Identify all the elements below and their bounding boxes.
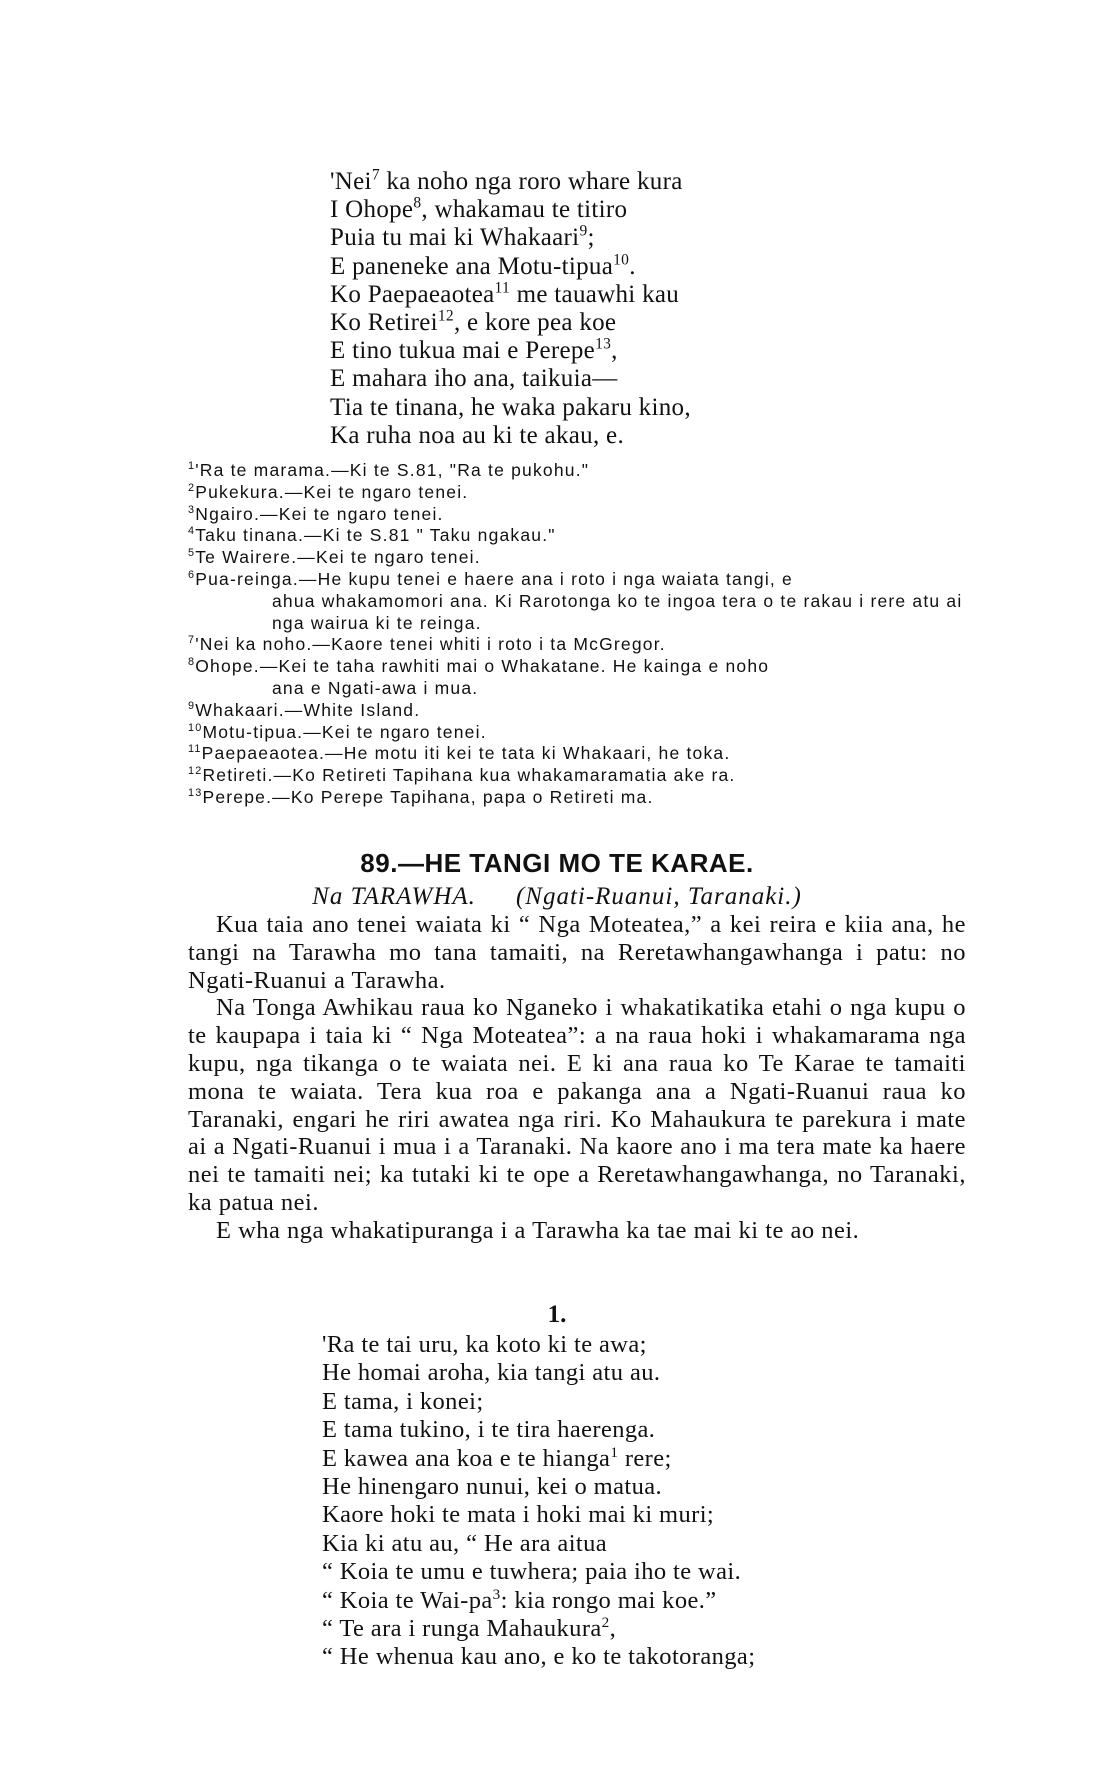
song-attribution — [0, 883, 1114, 911]
lyric-line: E tama tukino, i te tira haerenga. — [322, 1416, 656, 1444]
lyric-line: “ He whenua kau ano, e ko te takotoranga; — [322, 1643, 756, 1671]
verse-line: Puia tu mai ki Whakaari$^9$; — [330, 223, 595, 252]
lyric-line: E kawea ana koa e te hianga$^1$ rere; — [322, 1443, 672, 1472]
lyric-line: “ Te ara i runga Mahaukura$^2$, — [322, 1613, 617, 1643]
footnote: $^{10}$Motu-tipua.—Kei te ngaro tenei. — [188, 721, 487, 742]
footnotes — [188, 460, 968, 809]
verse-line: Ko Retirei$^{12}$, e kore pea koe — [330, 307, 617, 337]
verse-line: 'Nei$^7$ ka noho nga roro whare kura — [330, 166, 683, 195]
footnote: $^{11}$Paepaeaotea.—He motu iti kei te tata ki Whakaari, he toka. — [188, 743, 731, 764]
verse-line: E mahara iho ana, taikuia— — [330, 365, 618, 393]
footnote: $^9$Whakaari.—White Island. — [188, 699, 421, 720]
lyric-line: Kaore hoki te mata i hoki mai ki muri; — [322, 1501, 715, 1529]
footnote: $^6$Pua-reinga.—He kupu tenei e haere ana i roto i nga waiata tangi, e ahua whakamomori ana. Ki Rarotonga ko te ingoa tera o te rakau i rere atu ai nga wairua ki te reinga. — [188, 568, 963, 633]
footnote: $^4$Taku tinana.—Ki te S.81 " Taku ngakau." — [188, 525, 556, 546]
verse-block — [330, 168, 1030, 450]
footnote: $^{12}$Retireti.—Ko Retireti Tapihana kua whakamaramatia ake ra. — [188, 765, 736, 786]
verse-line: I Ohope$^8$, whakamau te titiro — [330, 194, 628, 224]
verse-line: Tia te tinana, he waka pakaru kino, — [330, 393, 691, 421]
song-heading: 89.—HE TANGI MO TE KARAE. — [360, 848, 754, 878]
footnote: $^1$'Ra te marama.—Ki te S.81, "Ra te pukohu." — [188, 460, 590, 480]
lyric-line: 'Ra te tai uru, ka koto ki te awa; — [322, 1331, 647, 1358]
lyric-line: He hinengaro nunui, kei o matua. — [322, 1473, 663, 1501]
paragraph: Kua taia ano tenei waiata ki “ Nga Moteatea,” a kei reira e kiia ana, he tangi na Tarawha mo tana tamaiti, na Reretawhangawhanga i patu: no Ngati-Ruanui a Tarawha. — [188, 911, 966, 994]
verse-line: E tino tukua mai e Perepe$^{13}$, — [330, 335, 618, 365]
lyric-line: “ Koia te umu e tuwhera; paia iho te wai. — [322, 1558, 742, 1586]
footnote: $^7$'Nei ka noho.—Kaore tenei whiti i roto i ta McGregor. — [188, 634, 666, 655]
author-name: Na TARAWHA. — [312, 883, 476, 910]
stanza-number: 1. — [547, 1301, 567, 1328]
footnote: $^5$Te Wairere.—Kei te ngaro tenei. — [188, 547, 481, 568]
lyric-line: E tama, i konei; — [322, 1387, 484, 1415]
introduction-text — [188, 911, 966, 1245]
lyric-line: Kia ki atu au, “ He ara aitua — [322, 1529, 608, 1557]
lyric-line: “ Koia te Wai-$pa^3$: kia rongo mai koe.” — [322, 1585, 717, 1614]
lyric-line: He homai aroha, kia tangi atu au. — [322, 1359, 661, 1387]
verse-line: E paneneke ana Motu-tipua$^{10}$. — [330, 251, 636, 280]
verse-line: Ko Paepaeaotea$^{11}$ me tauawhi kau — [330, 279, 680, 308]
verse-line: Ka ruha noa au ki te akau, e. — [330, 421, 624, 449]
tribe-name: (Ngati-Ruanui, Taranaki.) — [515, 883, 802, 910]
paragraph: E wha nga whakatipuranga i a Tarawha ka tae mai ki te ao nei. — [216, 1216, 860, 1244]
footnote: $^2$Pukekura.—Kei te ngaro tenei. — [188, 481, 469, 502]
paragraph: Na Tonga Awhikau raua ko Nganeko i whakatikatika etahi o nga kupu o te kaupapa i taia ki “ Nga Moteatea”: a na raua hoki i whakamarama nga kupu, nga tikanga o te waiata nei. E ki ana raua ko Te Karae te tamaiti mona te waiata. Tera kua roa e pakanga ana a Ngati-Ruanui raua ko Taranaki, engari he riri awatea nga riri. Ko Mahaukura te parekura i mate ai a Ngati-Ruanui i mua i a Taranaki. Na kaore ano i ma tera mate ka haere nei te tamaiti nei; ka tutaki ki te ope a Reretawhangawhanga, no Taranaki, ka patua nei. — [188, 994, 966, 1216]
footnote: $^3$Ngairo.—Kei te ngaro tenei. — [188, 503, 444, 524]
footnote: $^{13}$Perepe.—Ko Perepe Tapihana, papa o Retireti ma. — [188, 786, 654, 807]
footnote: $^8$Ohope.—Kei te taha rawhiti mai o Whakatane. He kainga e noho ana e Ngati-awa i mua. — [188, 656, 770, 698]
song-lyrics — [322, 1331, 1022, 1672]
